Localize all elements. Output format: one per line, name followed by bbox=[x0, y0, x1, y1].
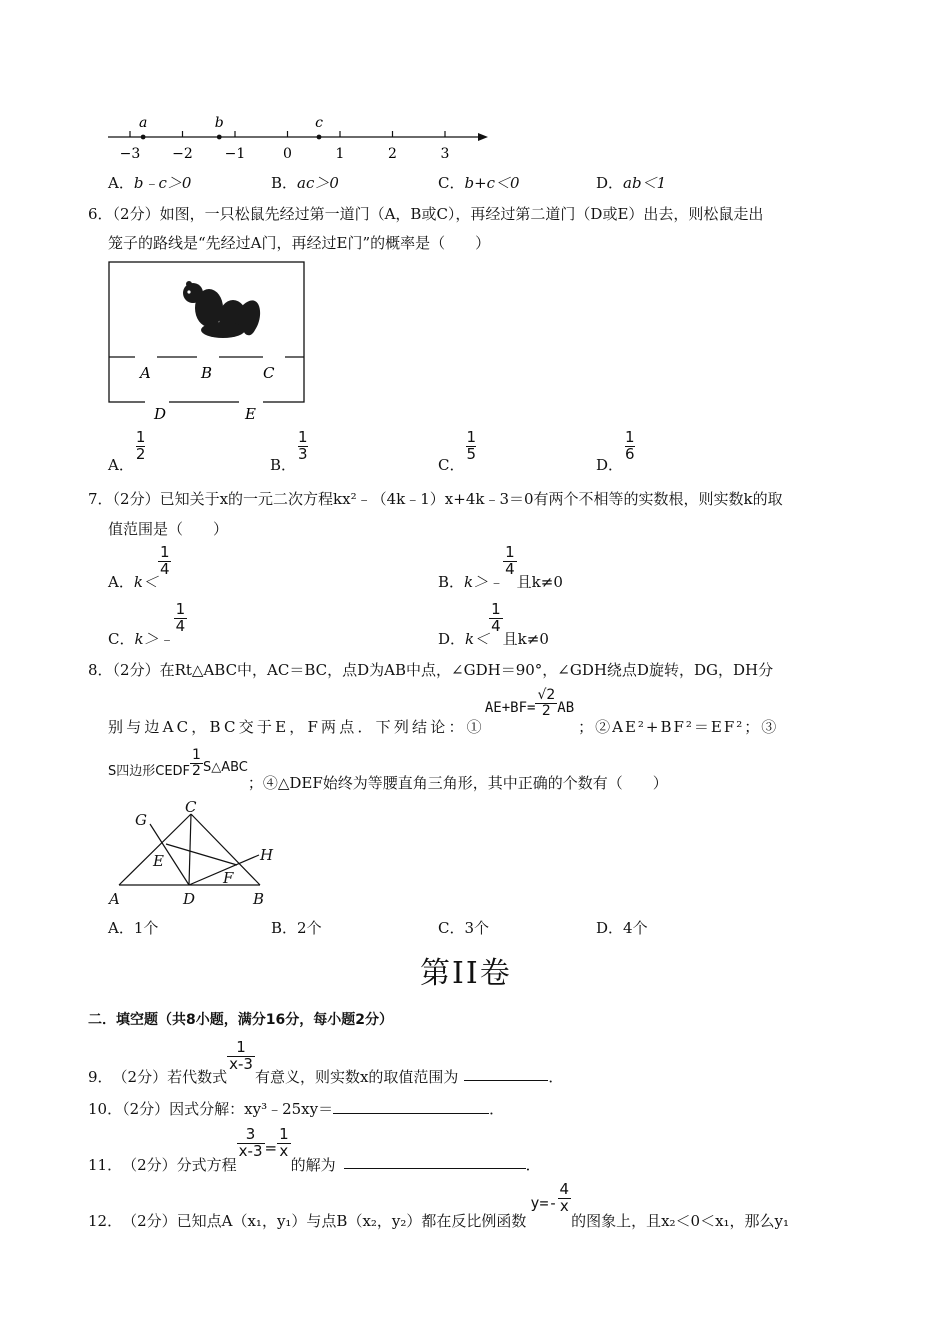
q5-option-b: B．ac＞0 bbox=[271, 174, 339, 192]
q8-option-c: C．3个 bbox=[438, 919, 490, 937]
gate-e-label: E bbox=[245, 405, 256, 423]
q6-option-d: D． $\frac{1}{6}$ bbox=[596, 428, 635, 474]
point-h-label: H bbox=[260, 846, 274, 864]
point-e-label: E bbox=[153, 852, 164, 870]
q10: 10．（2分）因式分解：xy³﹣25xy＝ ． bbox=[88, 1100, 505, 1118]
q7-option-d: D．k＜ $\frac{1}{4}$ 且k≠0 bbox=[438, 600, 549, 648]
number-line-figure bbox=[100, 112, 500, 166]
q6-option-c: C． $\frac{1}{5}$ bbox=[438, 428, 477, 474]
number-line-label: 0 bbox=[283, 146, 292, 162]
q12: 12．（2分）已知点A（x₁，y₁）与点B（x₂，y₂）都在反比例函数y=- $\frac{4}{x}$ 的图象上，且x₂＜0＜x₁，那么y₁ bbox=[88, 1180, 790, 1230]
point-d-label: D bbox=[183, 890, 196, 908]
q7-option-c: C．k＞﹣ $\frac{1}{4}$ bbox=[108, 600, 186, 648]
number-line-point bbox=[317, 135, 322, 140]
q5-option-a: A．b﹣c＞0 bbox=[108, 174, 192, 192]
q7-option-b: B．k＞﹣ $\frac{1}{4}$ 且k≠0 bbox=[438, 543, 563, 591]
segment-cd bbox=[189, 814, 191, 885]
q6-option-a: A． $\frac{1}{2}$ bbox=[108, 428, 146, 474]
point-b-label: B bbox=[253, 890, 265, 908]
q8-option-d: D．4个 bbox=[596, 919, 648, 937]
q11: 11．（2分）分式方程 $\frac{3}{x-3}$ = $\frac{1}{x}$ 的解为 ． bbox=[88, 1125, 541, 1174]
number-line-point-label: a bbox=[138, 115, 148, 131]
segment-ac bbox=[119, 814, 191, 885]
q8-option-a: A．1个 bbox=[108, 919, 159, 937]
q9: 9．（2分）若代数式 $\frac{1}{x-3}$ 有意义，则实数x的取值范围为 ． bbox=[88, 1038, 564, 1086]
q7-option-a: A．k＜ $\frac{1}{4}$ bbox=[108, 543, 170, 591]
q8-line3: S四边形CEDF $\frac{1}{2}$ S△ABC；④△DEF始终为等腰直角三角形，其中正确的个数有（ ） bbox=[108, 747, 668, 792]
point-c-label: C bbox=[185, 800, 197, 816]
q6-line1: 6．（2分）如图，一只松鼠先经过第一道门（A，B或C），再经过第二道门（D或E）出去，则松鼠走出 bbox=[88, 205, 764, 223]
number-line-label: −1 bbox=[224, 146, 246, 162]
point-f-label: F bbox=[223, 869, 234, 887]
part-title: 第II卷 bbox=[420, 956, 512, 991]
number-line-point-label: b bbox=[214, 115, 224, 131]
q7-line2: 值范围是（ ） bbox=[108, 520, 229, 538]
q8-line2: 别与边AC，BC交于E，F两点．下列结论：①AE+BF= $\frac{√2}{2}$ AB；②AE²+BF²＝EF²；③ bbox=[108, 687, 779, 736]
q7-line1: 7．（2分）已知关于x的一元二次方程kx²﹣（4k﹣1）x+4k﹣3＝0有两个不相等的实数根，则实数k的取 bbox=[88, 490, 783, 508]
gate-d-label: D bbox=[154, 405, 167, 423]
triangle-figure bbox=[105, 800, 290, 910]
point-a-label: A bbox=[109, 890, 120, 908]
number-line-point bbox=[141, 135, 146, 140]
number-line-label: 1 bbox=[335, 146, 345, 162]
number-line-point bbox=[217, 135, 222, 140]
segment-ef bbox=[166, 844, 237, 865]
q9-answer-blank[interactable] bbox=[464, 1066, 548, 1081]
q6-option-b: B． $\frac{1}{3}$ bbox=[270, 428, 308, 474]
q5-option-d: D．ab＜1 bbox=[596, 174, 667, 192]
number-line-label: 2 bbox=[388, 146, 397, 162]
squirrel-cage-figure bbox=[105, 260, 310, 425]
q10-answer-blank[interactable] bbox=[333, 1099, 489, 1114]
q8-line1: 8．（2分）在Rt△ABC中，AC＝BC，点D为AB中点，∠GDH＝90°，∠GDH绕点D旋转，DG，DH分 bbox=[88, 661, 774, 679]
number-line-point-label: c bbox=[315, 115, 323, 131]
gate-b-label: B bbox=[201, 364, 213, 382]
number-line-label: 3 bbox=[440, 146, 450, 162]
point-g-label: G bbox=[135, 811, 147, 829]
squirrel-icon bbox=[183, 281, 260, 338]
gate-c-label: C bbox=[263, 364, 275, 382]
number-line-arrow bbox=[478, 133, 488, 141]
section-heading: 二．填空题（共8小题，满分16分，每小题2分） bbox=[88, 1012, 393, 1028]
q6-line2: 笼子的路线是“先经过A门，再经过E门”的概率是（ ） bbox=[108, 234, 491, 252]
q11-answer-blank[interactable] bbox=[344, 1154, 526, 1169]
q8-option-b: B．2个 bbox=[271, 919, 322, 937]
number-line-label: −2 bbox=[172, 146, 193, 162]
gate-a-label: A bbox=[140, 364, 151, 382]
q5-option-c: C．b+c＜0 bbox=[438, 174, 520, 192]
number-line-label: −3 bbox=[119, 146, 141, 162]
